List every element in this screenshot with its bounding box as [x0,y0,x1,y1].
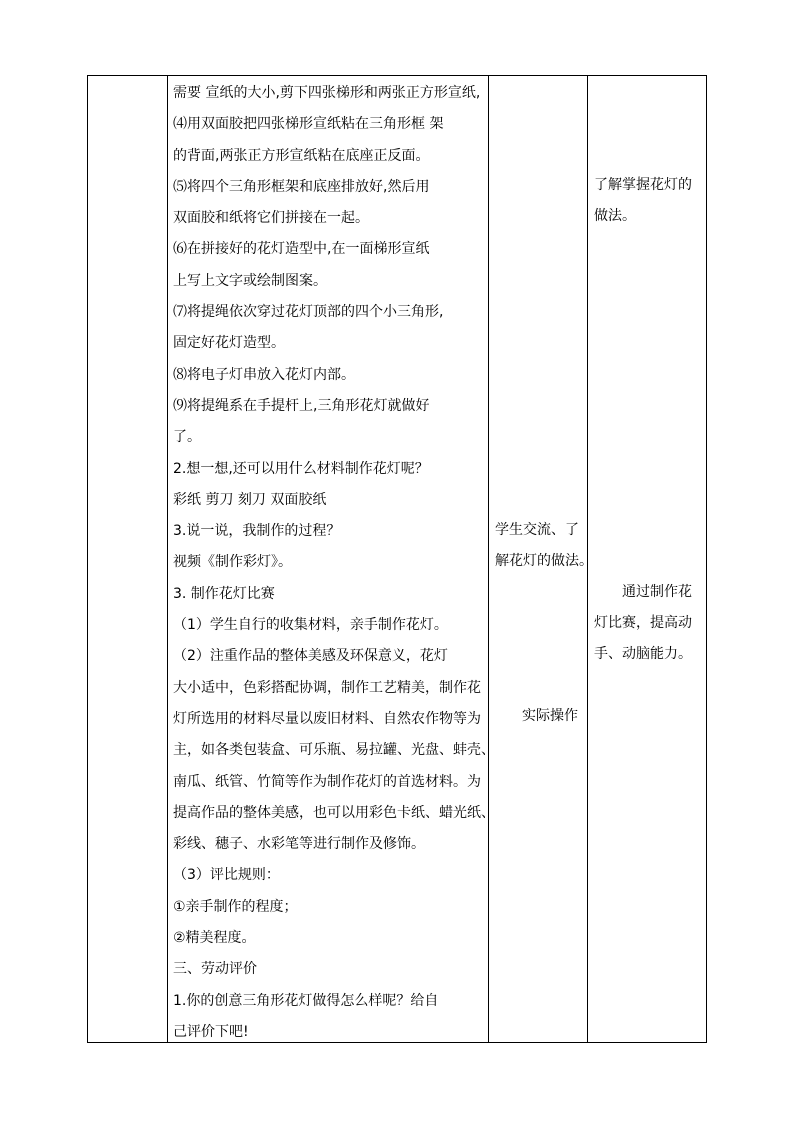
process-line: 的背面,两张正方形宣纸粘在底座正反面。 [173,147,430,164]
activity-line: 解花灯的做法。 [495,553,593,569]
process-line: 需要 宣纸的大小,剪下四张梯形和两张正方形宣纸, [173,85,481,101]
process-line: ⑹在拼接好的花灯造型中,在一面梯形宣纸 [173,241,430,258]
activity-line: 学生交流、了 [495,522,579,538]
process-line: 提高作品的整体美感，也可以用彩色卡纸、蜡光纸、 [173,804,495,821]
process-line: 上写上文字或绘制图案。 [173,272,327,289]
process-line: 视频《制作彩灯》。 [173,554,292,571]
design-intent-text-1 [594,170,692,232]
process-line: ⑸将四个三角形框架和底座排放好,然后用 [173,178,430,195]
goal-line: 灯比赛，提高动 [594,615,692,631]
student-activity-text-2 [522,701,578,732]
process-line: 己评价下吧! [173,1023,249,1040]
design-intent-text-2 [594,577,692,670]
goal-line: 做法。 [594,208,636,224]
process-line: ①亲手制作的程度； [173,898,298,915]
process-line: 1.你的创意三角形花灯做得怎么样呢？给自 [173,992,439,1009]
student-activity-text-1 [495,515,593,577]
column-divider-2 [488,76,489,1042]
process-line: 彩纸 剪刀 刻刀 双面胶纸 [173,491,327,508]
process-line: 双面胶和纸将它们拼接在一起。 [173,210,369,227]
process-line: （1）学生自行的收集材料，亲手制作花灯。 [173,617,448,634]
process-line: 主，如各类包装盒、可乐瓶、易拉罐、光盘、蚌壳、 [173,742,495,759]
process-line: ②精美程度。 [173,930,256,947]
process-line: 大小适中，色彩搭配协调，制作工艺精美，制作花 [173,679,481,696]
process-line: 3.说一说，我制作的过程？ [173,523,341,540]
teaching-process-column [173,78,495,1048]
process-line: 灯所选用的材料尽量以废旧材料、自然农作物等为 [173,710,481,727]
process-line: ⑷用双面胶把四张梯形宣纸粘在三角形框 架 [173,116,444,133]
process-line: ⑻将电子灯串放入花灯内部。 [173,366,355,383]
process-line: 彩线、穗子、水彩笔等进行制作及修饰。 [173,836,425,853]
process-line: （2）注重作品的整体美感及环保意义，花灯 [173,648,448,665]
column-divider-1 [167,76,168,1042]
process-line: ⑼将提绳系在手提杆上,三角形花灯就做好 [173,397,430,414]
process-line: 2.想一想,还可以用什么材料制作花灯呢？ [173,460,429,477]
process-line: 三、劳动评价 [173,961,257,978]
process-line: （3）评比规则： [173,867,280,884]
process-line: 南瓜、纸管、竹简等作为制作花灯的首选材料。为 [173,773,481,790]
goal-line: 了解掌握花灯的 [594,177,692,193]
activity-line: 实际操作 [522,708,578,724]
goal-line: 手、动脑能力。 [594,646,692,662]
process-line: 固定好花灯造型。 [173,335,285,352]
process-line: 3. 制作花灯比赛 [173,585,275,602]
process-line: 了。 [173,429,201,446]
process-line: ⑺将提绳依次穿过花灯顶部的四个小三角形, [173,304,444,321]
goal-line: 通过制作花 [622,584,692,600]
